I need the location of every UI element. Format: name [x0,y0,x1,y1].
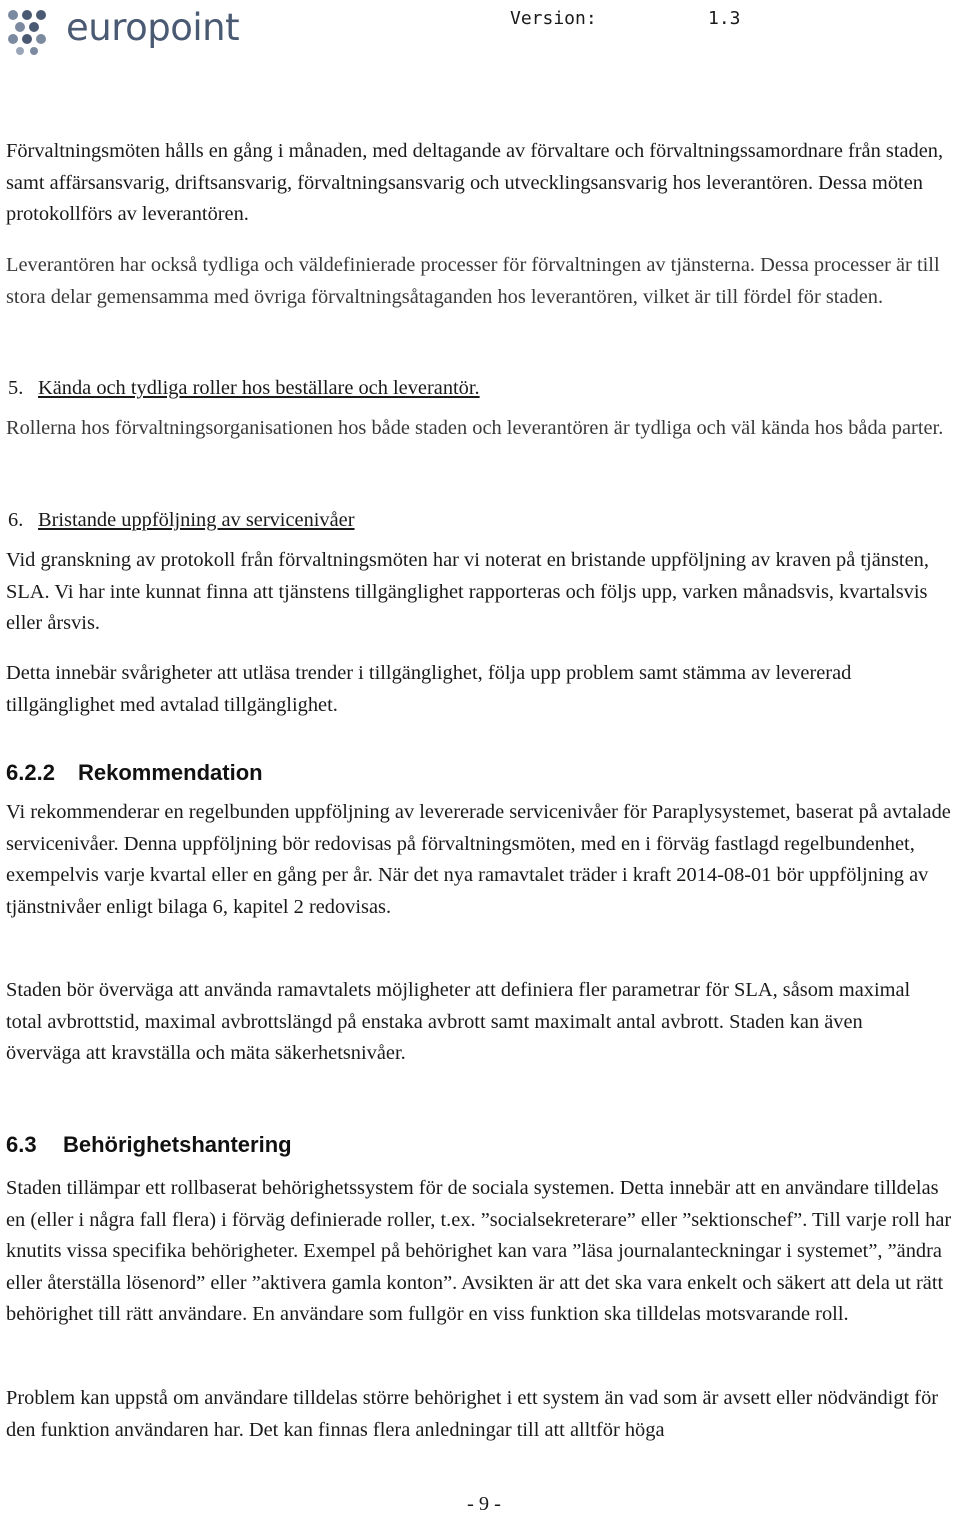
list-item-5 [6,373,906,405]
list-item-title: Kända och tydliga roller hos beställare och leverantör. [38,377,480,399]
heading-title: Rekommendation [78,760,263,785]
company-logo [6,6,246,56]
logo-text: europoint [66,6,240,49]
paragraph: Problem kan uppstå om användare tilldelas större behörighet i ett system än vad som är avsett eller nödvändigt för den funktion användaren har. Det kan finnas flera anledningar till att alltför höga [6,1387,939,1441]
paragraph: Vid granskning av protokoll från förvaltningsmöten har vi noterat en bristande uppföljning av kraven på tjänsten, SLA. Vi har inte kunnat finna att tjänstens tillgänglighet rapporteras och följs upp, varken månadsvis, kvartalsvis eller årsvis. [6,549,929,634]
paragraph: Detta innebär svårigheter att utläsa trender i tillgänglighet, följa upp problem samt stämma av levererad tillgänglighet med avtalad tillgänglighet. [6,662,852,716]
section-heading-6-2-2 [6,760,263,786]
paragraph: Förvaltningsmöten hålls en gång i månaden, med deltagande av förvaltare och förvaltningssamordnare från staden, samt affärsansvarig, driftsansvarig, förvaltningsansvarig och utvecklingsansvarig hos leverantören. Dessa möten protokollförs av leverantören. [6,140,944,225]
paragraph: Leverantören har också tydliga och väldefinierade processer för förvaltningen av tjänsterna. Dessa processer är till stora delar gemensamma med övriga förvaltningsåtaganden hos leverantören, vilket är till fördel för staden. [6,254,940,308]
page-number: - 9 - [467,1493,501,1515]
paragraph: Staden tillämpar ett rollbaserat behörighetssystem för de sociala systemen. Detta innebär att en användare tilldelas en (eller i några fall flera) i förväg definierade roller, t.ex. ”socialsekreterare” eller ”sektionschef”. Till varje roll har knutits vissa specifika behörigheter. Exempel på behörighet kan vara ”läsa journalanteckningar i systemet”, ”ändra eller återställa lösenord” eller ”aktivera gamla konton”. Avsikten är att det ska vara enkelt och säkert att dela ut rätt behörighet till rätt användare. En användare som fullgör en viss funktion ska tilldelas motsvarande roll. [6,1177,952,1325]
heading-number: 6.2.2 [6,760,55,785]
section-heading-6-3 [6,1132,292,1158]
list-number: 6. [8,509,24,531]
heading-title: Behörighetshantering [63,1132,292,1157]
list-item-title: Bristande uppföljning av servicenivåer [38,509,355,531]
logo-dots-icon [6,6,66,56]
version-value: 1.3 [708,8,741,29]
paragraph: Vi rekommenderar en regelbunden uppföljning av levererade servicenivåer för Paraplysystemet, baserat på avtalade servicenivåer. Denna uppföljning bör redovisas på förvaltningsmöten, med en i förväg fastlagd regelbundenhet, exempelvis varje kvartal eller en gång per år. När det nya ramavtalet träder i kraft 2014-08-01 bör uppföljning av tjänstnivåer enligt bilaga 6, kapitel 2 redovisas. [6,801,951,918]
version-label: Version: [510,8,597,29]
list-item-6 [6,505,906,537]
paragraph: Staden bör överväga att använda ramavtalets möjligheter att definiera fler parametrar för SLA, såsom maximal total avbrottstid, maximal avbrottslängd på enstaka avbrott samt maximalt antal avbrott. Staden kan även överväga att kravställa och mäta säkerhetsnivåer. [6,979,911,1064]
list-number: 5. [8,377,24,399]
heading-number: 6.3 [6,1132,37,1157]
paragraph: Rollerna hos förvaltningsorganisationen hos både staden och leverantören är tydliga och väl kända hos båda parter. [6,417,944,439]
